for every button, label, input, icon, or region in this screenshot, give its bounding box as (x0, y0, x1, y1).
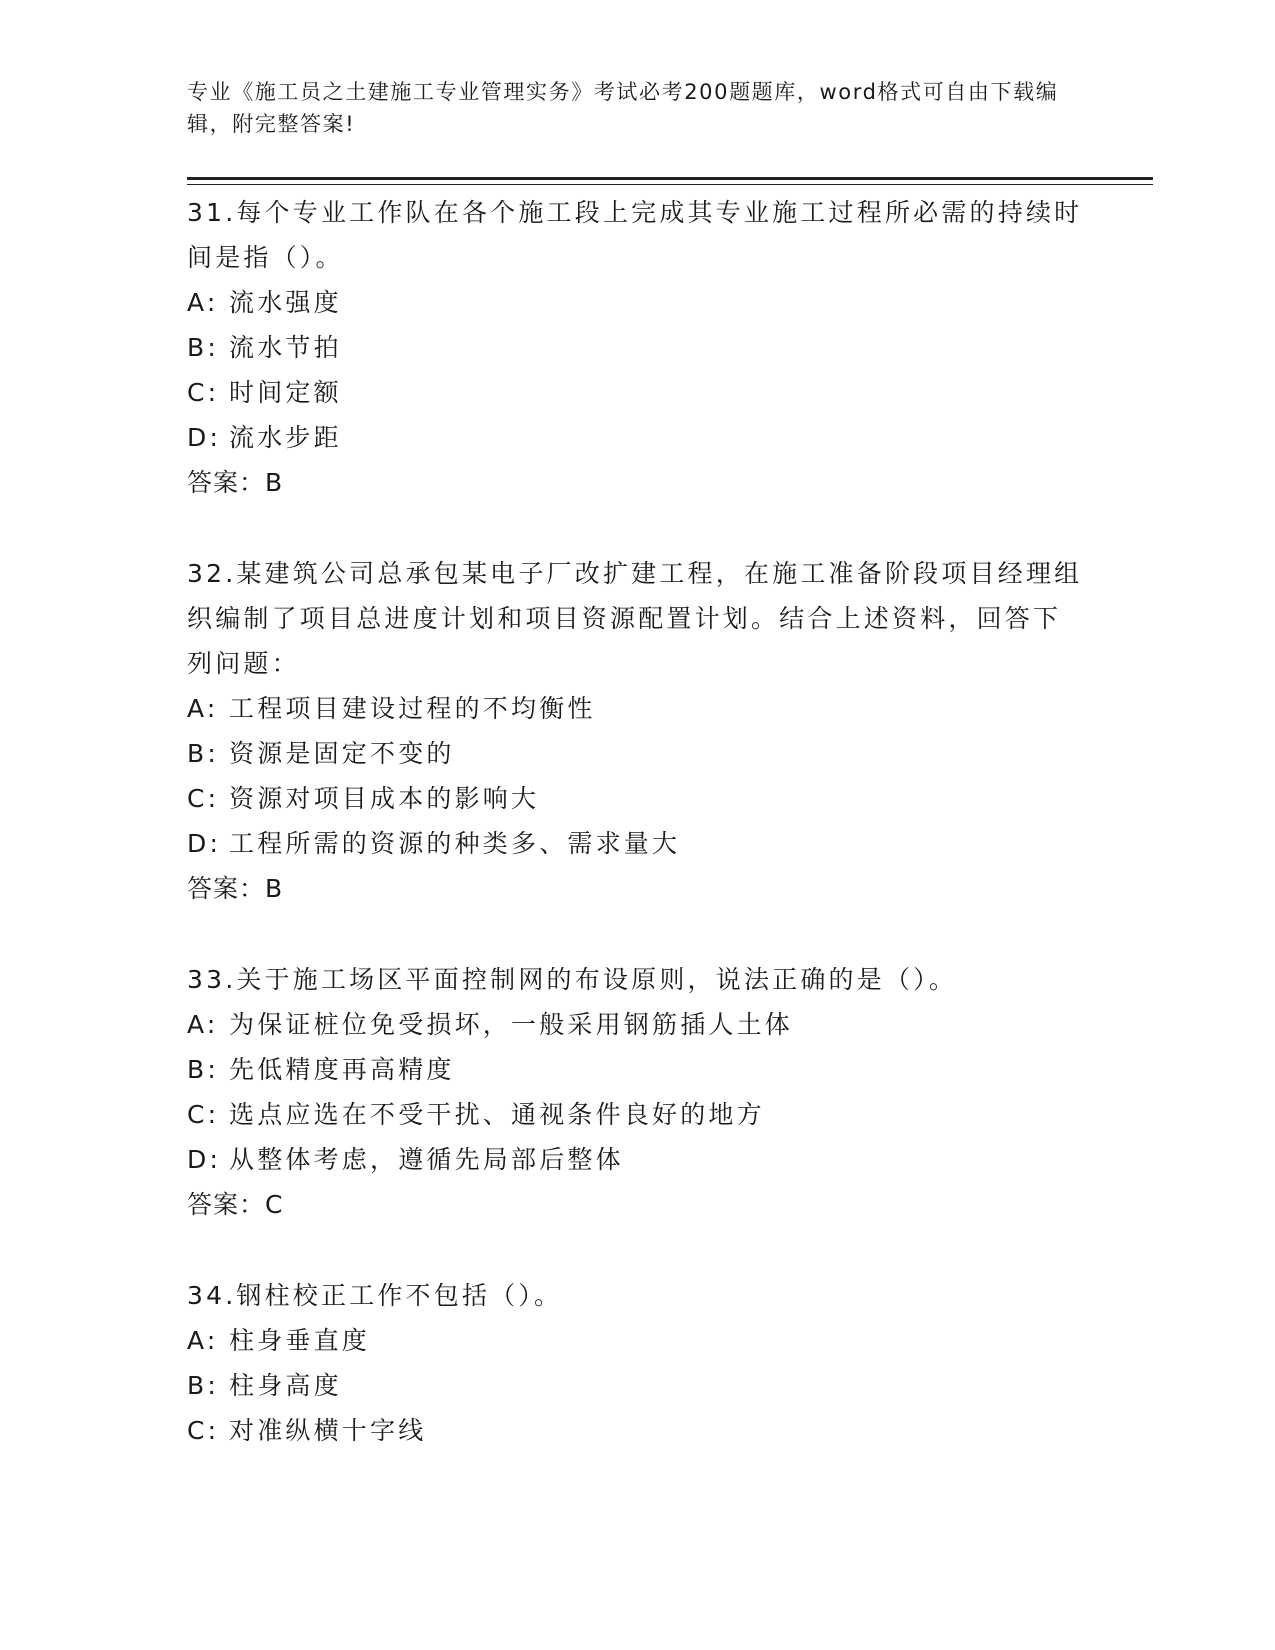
document-header (187, 76, 1067, 140)
option-d (187, 415, 1087, 460)
option-key: A: (187, 288, 219, 317)
option-text: 流水节拍 (229, 333, 342, 362)
question-stem: 33.关于施工场区平面控制网的布设原则，说法正确的是（）。 (187, 965, 958, 994)
question-34 (187, 1273, 1087, 1453)
option-text: 柱身高度 (229, 1371, 342, 1400)
option-a (187, 1318, 1087, 1363)
option-text: 资源对项目成本的影响大 (229, 784, 540, 813)
option-key: B: (187, 333, 219, 362)
answer-line: 答案：B (187, 874, 284, 903)
option-text: 从整体考虑，遵循先局部后整体 (229, 1145, 624, 1174)
option-key: C: (187, 1100, 220, 1129)
option-c (187, 776, 1087, 821)
option-b (187, 1363, 1087, 1408)
option-a (187, 1002, 1087, 1047)
option-text: 工程项目建设过程的不均衡性 (229, 694, 596, 723)
option-key: A: (187, 1010, 219, 1039)
answer-line: 答案：C (187, 1190, 284, 1219)
question-list (187, 190, 1087, 1499)
option-text: 资源是固定不变的 (229, 739, 455, 768)
question-31 (187, 190, 1087, 505)
question-stem: 31.每个专业工作队在各个施工段上完成其专业施工过程所必需的持续时间是指（）。 (187, 198, 1083, 272)
question-stem: 34.钢柱校正工作不包括（）。 (187, 1281, 563, 1310)
option-key: C: (187, 1416, 220, 1445)
option-key: A: (187, 694, 219, 723)
option-d (187, 1137, 1087, 1182)
option-text: 流水强度 (229, 288, 342, 317)
option-key: C: (187, 378, 220, 407)
option-key: B: (187, 1055, 219, 1084)
option-key: B: (187, 1371, 219, 1400)
option-a (187, 686, 1087, 731)
option-text: 对准纵横十字线 (229, 1416, 427, 1445)
option-key: C: (187, 784, 220, 813)
option-b (187, 1047, 1087, 1092)
option-text: 时间定额 (229, 378, 342, 407)
question-stem: 32.某建筑公司总承包某电子厂改扩建工程，在施工准备阶段项目经理组织编制了项目总进度计划和项目资源配置计划。结合上述资料，回答下列问题： (187, 559, 1083, 678)
option-text: 工程所需的资源的种类多、需求量大 (229, 829, 681, 858)
option-text: 流水步距 (229, 423, 342, 452)
option-text: 先低精度再高精度 (229, 1055, 455, 1084)
option-key: D: (187, 423, 222, 452)
header-rule-thick (187, 177, 1153, 180)
option-text: 选点应选在不受干扰、通视条件良好的地方 (229, 1100, 765, 1129)
option-text: 为保证桩位免受损坏，一般采用钢筋插人土体 (229, 1010, 794, 1039)
option-b (187, 731, 1087, 776)
option-key: A: (187, 1326, 219, 1355)
option-a (187, 280, 1087, 325)
option-c (187, 1092, 1087, 1137)
option-text: 柱身垂直度 (229, 1326, 371, 1355)
question-32 (187, 551, 1087, 911)
option-key: D: (187, 1145, 222, 1174)
option-key: D: (187, 829, 222, 858)
question-33 (187, 957, 1087, 1227)
option-key: B: (187, 739, 219, 768)
option-c (187, 1408, 1087, 1453)
option-c (187, 370, 1087, 415)
option-b (187, 325, 1087, 370)
option-d (187, 821, 1087, 866)
answer-line: 答案：B (187, 468, 284, 497)
header-text: 专业《施工员之土建施工专业管理实务》考试必考200题题库，word格式可自由下载编辑，附完整答案! (187, 80, 1059, 136)
header-rule-thin (187, 184, 1153, 185)
